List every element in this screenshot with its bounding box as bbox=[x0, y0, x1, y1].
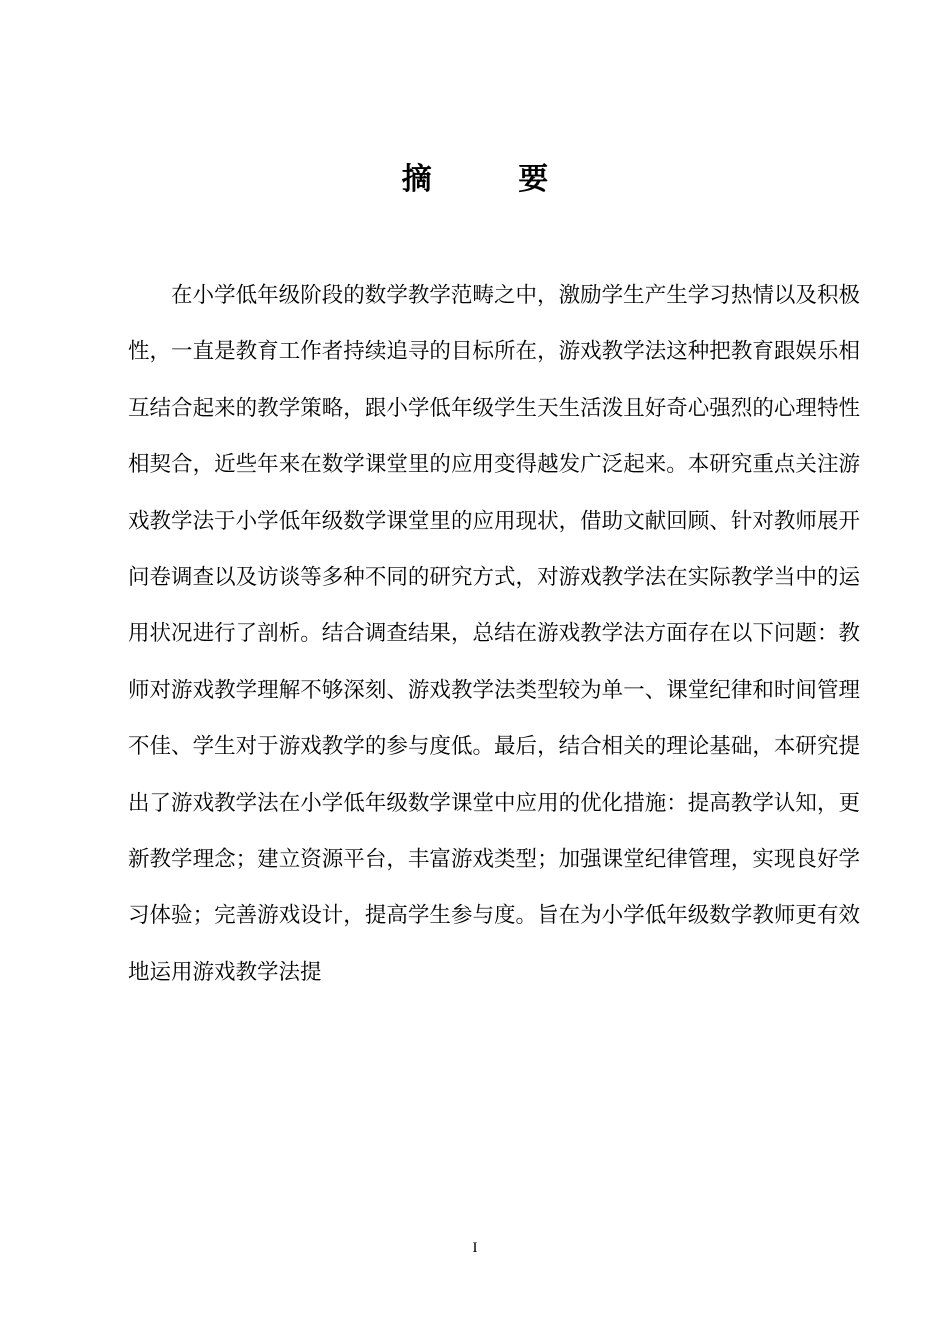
abstract-title: 摘 要 bbox=[401, 162, 587, 197]
page-number: I bbox=[472, 1240, 478, 1256]
abstract-paragraph: 在小学低年级阶段的数学教学范畴之中，激励学生产生学习热情以及积极性，一直是教育工作者持续追寻的目标所在，游戏教学法这种把教育跟娱乐相互结合起来的教学策略，跟小学低年级学生天生活泼且好奇心强烈的心理特性相契合，近些年来在数学课堂里的应用变得越发广泛起来。本研究重点关注游戏教学法于小学低年级数学课堂里的应用现状，借助文献回顾、针对教师展开问卷调查以及访谈等多种不同的研究方式，对游戏教学法在实际教学当中的运用状况进行了剖析。结合调查结果，总结在游戏教学法方面存在以下问题：教师对游戏教学理解不够深刻、游戏教学法类型较为单一、课堂纪律和时间管理不佳、学生对于游戏教学的参与度低。最后，结合相关的理论基础，本研究提出了游戏教学法在小学低年级数学课堂中应用的优化措施：提高教学认知，更新教学理念；建立资源平台，丰富游戏类型；加强课堂纪律管理，实现良好学习体验；完善游戏设计，提高学生参与度。旨在为小学低年级数学教师更有效地运用游戏教学法提 bbox=[128, 283, 860, 985]
